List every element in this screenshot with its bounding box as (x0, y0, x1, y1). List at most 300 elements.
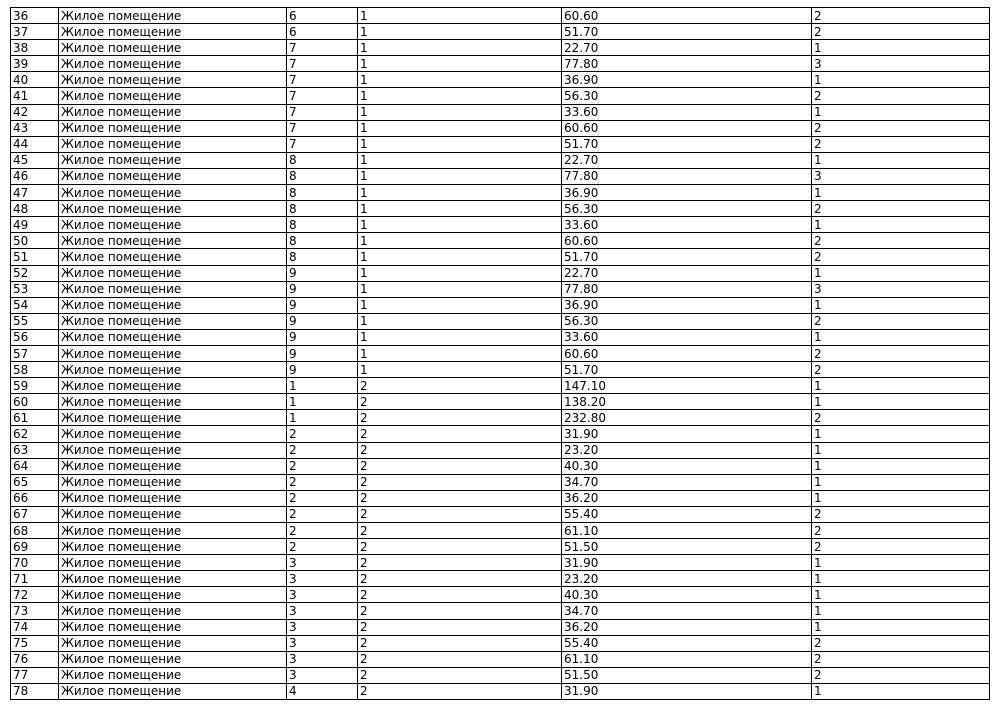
section-cell: 2 (358, 523, 562, 539)
table-row (11, 410, 990, 426)
rooms-cell: 2 (812, 8, 990, 24)
row-number-cell: 46 (11, 168, 59, 184)
premises-type-cell: Жилое помещение (59, 281, 287, 297)
row-number-cell: 72 (11, 587, 59, 603)
table-row (11, 394, 990, 410)
section-cell: 1 (358, 362, 562, 378)
row-number-cell: 73 (11, 603, 59, 619)
area-cell: 55.40 (562, 506, 812, 522)
row-number-cell: 42 (11, 104, 59, 120)
row-number-cell: 63 (11, 442, 59, 458)
rooms-cell: 3 (812, 281, 990, 297)
area-cell: 61.10 (562, 523, 812, 539)
area-cell: 33.60 (562, 104, 812, 120)
premises-type-cell: Жилое помещение (59, 667, 287, 683)
table-row (11, 152, 990, 168)
table-row (11, 249, 990, 265)
section-cell: 1 (358, 233, 562, 249)
apartment-table-body (11, 8, 990, 700)
floor-cell: 3 (287, 571, 358, 587)
row-number-cell: 47 (11, 185, 59, 201)
premises-type-cell: Жилое помещение (59, 603, 287, 619)
table-row (11, 56, 990, 72)
table-row (11, 136, 990, 152)
row-number-cell: 66 (11, 490, 59, 506)
rooms-cell: 2 (812, 233, 990, 249)
rooms-cell: 1 (812, 603, 990, 619)
rooms-cell: 2 (812, 635, 990, 651)
area-cell: 36.20 (562, 490, 812, 506)
section-cell: 2 (358, 587, 562, 603)
floor-cell: 8 (287, 201, 358, 217)
rooms-cell: 1 (812, 217, 990, 233)
table-row (11, 8, 990, 24)
premises-type-cell: Жилое помещение (59, 168, 287, 184)
row-number-cell: 50 (11, 233, 59, 249)
table-row (11, 490, 990, 506)
area-cell: 22.70 (562, 40, 812, 56)
premises-type-cell: Жилое помещение (59, 40, 287, 56)
row-number-cell: 64 (11, 458, 59, 474)
section-cell: 2 (358, 394, 562, 410)
area-cell: 22.70 (562, 152, 812, 168)
rooms-cell: 1 (812, 426, 990, 442)
premises-type-cell: Жилое помещение (59, 88, 287, 104)
area-cell: 23.20 (562, 571, 812, 587)
premises-type-cell: Жилое помещение (59, 635, 287, 651)
table-row (11, 523, 990, 539)
rooms-cell: 2 (812, 345, 990, 361)
rooms-cell: 2 (812, 24, 990, 40)
section-cell: 1 (358, 8, 562, 24)
row-number-cell: 70 (11, 555, 59, 571)
floor-cell: 7 (287, 56, 358, 72)
floor-cell: 4 (287, 683, 358, 699)
area-cell: 60.60 (562, 233, 812, 249)
rooms-cell: 2 (812, 313, 990, 329)
section-cell: 1 (358, 345, 562, 361)
floor-cell: 8 (287, 152, 358, 168)
rooms-cell: 1 (812, 104, 990, 120)
area-cell: 51.50 (562, 539, 812, 555)
area-cell: 55.40 (562, 635, 812, 651)
premises-type-cell: Жилое помещение (59, 555, 287, 571)
premises-type-cell: Жилое помещение (59, 683, 287, 699)
table-row (11, 458, 990, 474)
section-cell: 1 (358, 72, 562, 88)
area-cell: 147.10 (562, 378, 812, 394)
floor-cell: 7 (287, 88, 358, 104)
premises-type-cell: Жилое помещение (59, 410, 287, 426)
table-row (11, 506, 990, 522)
row-number-cell: 54 (11, 297, 59, 313)
premises-type-cell: Жилое помещение (59, 217, 287, 233)
rooms-cell: 1 (812, 378, 990, 394)
row-number-cell: 57 (11, 345, 59, 361)
section-cell: 1 (358, 136, 562, 152)
table-row (11, 474, 990, 490)
apartment-table (10, 7, 990, 700)
section-cell: 1 (358, 56, 562, 72)
table-row (11, 619, 990, 635)
row-number-cell: 49 (11, 217, 59, 233)
premises-type-cell: Жилое помещение (59, 362, 287, 378)
floor-cell: 7 (287, 120, 358, 136)
row-number-cell: 59 (11, 378, 59, 394)
section-cell: 2 (358, 603, 562, 619)
area-cell: 34.70 (562, 474, 812, 490)
rooms-cell: 1 (812, 458, 990, 474)
section-cell: 1 (358, 265, 562, 281)
floor-cell: 1 (287, 378, 358, 394)
floor-cell: 7 (287, 40, 358, 56)
premises-type-cell: Жилое помещение (59, 185, 287, 201)
table-row (11, 120, 990, 136)
rooms-cell: 1 (812, 72, 990, 88)
rooms-cell: 1 (812, 40, 990, 56)
row-number-cell: 43 (11, 120, 59, 136)
area-cell: 40.30 (562, 458, 812, 474)
row-number-cell: 41 (11, 88, 59, 104)
rooms-cell: 1 (812, 490, 990, 506)
area-cell: 60.60 (562, 120, 812, 136)
section-cell: 1 (358, 297, 562, 313)
area-cell: 23.20 (562, 442, 812, 458)
area-cell: 232.80 (562, 410, 812, 426)
rooms-cell: 1 (812, 587, 990, 603)
premises-type-cell: Жилое помещение (59, 136, 287, 152)
floor-cell: 9 (287, 281, 358, 297)
floor-cell: 9 (287, 313, 358, 329)
table-row (11, 217, 990, 233)
floor-cell: 3 (287, 635, 358, 651)
row-number-cell: 40 (11, 72, 59, 88)
area-cell: 31.90 (562, 683, 812, 699)
premises-type-cell: Жилое помещение (59, 571, 287, 587)
table-row (11, 104, 990, 120)
floor-cell: 2 (287, 474, 358, 490)
area-cell: 36.90 (562, 72, 812, 88)
rooms-cell: 2 (812, 539, 990, 555)
area-cell: 33.60 (562, 217, 812, 233)
section-cell: 2 (358, 410, 562, 426)
floor-cell: 2 (287, 506, 358, 522)
premises-type-cell: Жилое помещение (59, 619, 287, 635)
floor-cell: 9 (287, 297, 358, 313)
rooms-cell: 3 (812, 168, 990, 184)
row-number-cell: 39 (11, 56, 59, 72)
row-number-cell: 77 (11, 667, 59, 683)
rooms-cell: 1 (812, 297, 990, 313)
area-cell: 31.90 (562, 555, 812, 571)
table-row (11, 185, 990, 201)
section-cell: 1 (358, 249, 562, 265)
table-row (11, 281, 990, 297)
floor-cell: 1 (287, 394, 358, 410)
row-number-cell: 36 (11, 8, 59, 24)
floor-cell: 2 (287, 442, 358, 458)
rooms-cell: 1 (812, 329, 990, 345)
table-row (11, 329, 990, 345)
rooms-cell: 2 (812, 410, 990, 426)
table-row (11, 539, 990, 555)
section-cell: 1 (358, 152, 562, 168)
floor-cell: 2 (287, 458, 358, 474)
area-cell: 77.80 (562, 56, 812, 72)
premises-type-cell: Жилое помещение (59, 490, 287, 506)
floor-cell: 3 (287, 555, 358, 571)
floor-cell: 8 (287, 185, 358, 201)
area-cell: 51.70 (562, 362, 812, 378)
floor-cell: 8 (287, 217, 358, 233)
row-number-cell: 60 (11, 394, 59, 410)
area-cell: 33.60 (562, 329, 812, 345)
table-row (11, 426, 990, 442)
rooms-cell: 2 (812, 120, 990, 136)
table-row (11, 88, 990, 104)
rooms-cell: 1 (812, 394, 990, 410)
rooms-cell: 1 (812, 152, 990, 168)
floor-cell: 9 (287, 329, 358, 345)
area-cell: 138.20 (562, 394, 812, 410)
area-cell: 51.70 (562, 136, 812, 152)
rooms-cell: 1 (812, 619, 990, 635)
row-number-cell: 56 (11, 329, 59, 345)
rooms-cell: 2 (812, 523, 990, 539)
section-cell: 1 (358, 281, 562, 297)
rooms-cell: 1 (812, 265, 990, 281)
area-cell: 51.70 (562, 249, 812, 265)
section-cell: 1 (358, 88, 562, 104)
table-row (11, 40, 990, 56)
row-number-cell: 68 (11, 523, 59, 539)
table-row (11, 168, 990, 184)
premises-type-cell: Жилое помещение (59, 458, 287, 474)
area-cell: 40.30 (562, 587, 812, 603)
premises-type-cell: Жилое помещение (59, 426, 287, 442)
floor-cell: 2 (287, 490, 358, 506)
floor-cell: 9 (287, 362, 358, 378)
rooms-cell: 2 (812, 249, 990, 265)
floor-cell: 1 (287, 410, 358, 426)
rooms-cell: 2 (812, 201, 990, 217)
section-cell: 2 (358, 378, 562, 394)
section-cell: 1 (358, 24, 562, 40)
floor-cell: 2 (287, 523, 358, 539)
row-number-cell: 61 (11, 410, 59, 426)
rooms-cell: 2 (812, 506, 990, 522)
premises-type-cell: Жилое помещение (59, 72, 287, 88)
premises-type-cell: Жилое помещение (59, 506, 287, 522)
section-cell: 1 (358, 313, 562, 329)
section-cell: 1 (358, 329, 562, 345)
floor-cell: 7 (287, 104, 358, 120)
area-cell: 56.30 (562, 313, 812, 329)
row-number-cell: 53 (11, 281, 59, 297)
table-row (11, 635, 990, 651)
table-row (11, 265, 990, 281)
row-number-cell: 62 (11, 426, 59, 442)
rooms-cell: 3 (812, 56, 990, 72)
table-row (11, 233, 990, 249)
premises-type-cell: Жилое помещение (59, 394, 287, 410)
premises-type-cell: Жилое помещение (59, 265, 287, 281)
floor-cell: 2 (287, 426, 358, 442)
section-cell: 2 (358, 651, 562, 667)
table-row (11, 442, 990, 458)
section-cell: 2 (358, 506, 562, 522)
area-cell: 36.90 (562, 297, 812, 313)
floor-cell: 3 (287, 667, 358, 683)
premises-type-cell: Жилое помещение (59, 249, 287, 265)
table-row (11, 362, 990, 378)
area-cell: 31.90 (562, 426, 812, 442)
table-row (11, 313, 990, 329)
row-number-cell: 58 (11, 362, 59, 378)
row-number-cell: 44 (11, 136, 59, 152)
section-cell: 1 (358, 185, 562, 201)
section-cell: 2 (358, 635, 562, 651)
floor-cell: 9 (287, 345, 358, 361)
premises-type-cell: Жилое помещение (59, 442, 287, 458)
table-row (11, 201, 990, 217)
table-row (11, 571, 990, 587)
premises-type-cell: Жилое помещение (59, 233, 287, 249)
row-number-cell: 67 (11, 506, 59, 522)
row-number-cell: 51 (11, 249, 59, 265)
row-number-cell: 65 (11, 474, 59, 490)
section-cell: 1 (358, 168, 562, 184)
floor-cell: 6 (287, 8, 358, 24)
area-cell: 56.30 (562, 201, 812, 217)
floor-cell: 8 (287, 233, 358, 249)
floor-cell: 6 (287, 24, 358, 40)
row-number-cell: 38 (11, 40, 59, 56)
floor-cell: 2 (287, 539, 358, 555)
premises-type-cell: Жилое помещение (59, 56, 287, 72)
row-number-cell: 71 (11, 571, 59, 587)
floor-cell: 7 (287, 72, 358, 88)
section-cell: 2 (358, 539, 562, 555)
premises-type-cell: Жилое помещение (59, 474, 287, 490)
rooms-cell: 1 (812, 555, 990, 571)
section-cell: 2 (358, 555, 562, 571)
section-cell: 1 (358, 120, 562, 136)
premises-type-cell: Жилое помещение (59, 297, 287, 313)
table-row (11, 378, 990, 394)
area-cell: 34.70 (562, 603, 812, 619)
row-number-cell: 76 (11, 651, 59, 667)
floor-cell: 3 (287, 651, 358, 667)
row-number-cell: 69 (11, 539, 59, 555)
area-cell: 61.10 (562, 651, 812, 667)
section-cell: 2 (358, 683, 562, 699)
row-number-cell: 37 (11, 24, 59, 40)
rooms-cell: 2 (812, 88, 990, 104)
floor-cell: 3 (287, 619, 358, 635)
section-cell: 2 (358, 458, 562, 474)
floor-cell: 8 (287, 168, 358, 184)
premises-type-cell: Жилое помещение (59, 378, 287, 394)
rooms-cell: 2 (812, 651, 990, 667)
area-cell: 36.20 (562, 619, 812, 635)
rooms-cell: 2 (812, 667, 990, 683)
floor-cell: 7 (287, 136, 358, 152)
section-cell: 1 (358, 201, 562, 217)
premises-type-cell: Жилое помещение (59, 152, 287, 168)
table-row (11, 297, 990, 313)
premises-type-cell: Жилое помещение (59, 523, 287, 539)
row-number-cell: 48 (11, 201, 59, 217)
section-cell: 2 (358, 667, 562, 683)
premises-type-cell: Жилое помещение (59, 345, 287, 361)
row-number-cell: 75 (11, 635, 59, 651)
table-row (11, 667, 990, 683)
floor-cell: 3 (287, 587, 358, 603)
table-row (11, 72, 990, 88)
row-number-cell: 45 (11, 152, 59, 168)
section-cell: 1 (358, 40, 562, 56)
section-cell: 2 (358, 474, 562, 490)
section-cell: 2 (358, 426, 562, 442)
area-cell: 60.60 (562, 8, 812, 24)
rooms-cell: 2 (812, 362, 990, 378)
table-row (11, 651, 990, 667)
floor-cell: 3 (287, 603, 358, 619)
premises-type-cell: Жилое помещение (59, 587, 287, 603)
rooms-cell: 2 (812, 136, 990, 152)
area-cell: 77.80 (562, 168, 812, 184)
premises-type-cell: Жилое помещение (59, 24, 287, 40)
area-cell: 77.80 (562, 281, 812, 297)
premises-type-cell: Жилое помещение (59, 651, 287, 667)
table-row (11, 345, 990, 361)
table-row (11, 24, 990, 40)
area-cell: 22.70 (562, 265, 812, 281)
section-cell: 1 (358, 104, 562, 120)
section-cell: 2 (358, 571, 562, 587)
premises-type-cell: Жилое помещение (59, 8, 287, 24)
floor-cell: 9 (287, 265, 358, 281)
rooms-cell: 1 (812, 571, 990, 587)
premises-type-cell: Жилое помещение (59, 104, 287, 120)
premises-type-cell: Жилое помещение (59, 120, 287, 136)
section-cell: 2 (358, 442, 562, 458)
section-cell: 2 (358, 490, 562, 506)
rooms-cell: 1 (812, 442, 990, 458)
area-cell: 51.50 (562, 667, 812, 683)
area-cell: 36.90 (562, 185, 812, 201)
section-cell: 1 (358, 217, 562, 233)
section-cell: 2 (358, 619, 562, 635)
row-number-cell: 74 (11, 619, 59, 635)
row-number-cell: 52 (11, 265, 59, 281)
row-number-cell: 78 (11, 683, 59, 699)
premises-type-cell: Жилое помещение (59, 539, 287, 555)
rooms-cell: 1 (812, 683, 990, 699)
table-row (11, 555, 990, 571)
floor-cell: 8 (287, 249, 358, 265)
premises-type-cell: Жилое помещение (59, 329, 287, 345)
premises-type-cell: Жилое помещение (59, 201, 287, 217)
table-row (11, 587, 990, 603)
premises-type-cell: Жилое помещение (59, 313, 287, 329)
area-cell: 60.60 (562, 345, 812, 361)
area-cell: 56.30 (562, 88, 812, 104)
rooms-cell: 1 (812, 185, 990, 201)
table-row (11, 683, 990, 699)
table-row (11, 603, 990, 619)
